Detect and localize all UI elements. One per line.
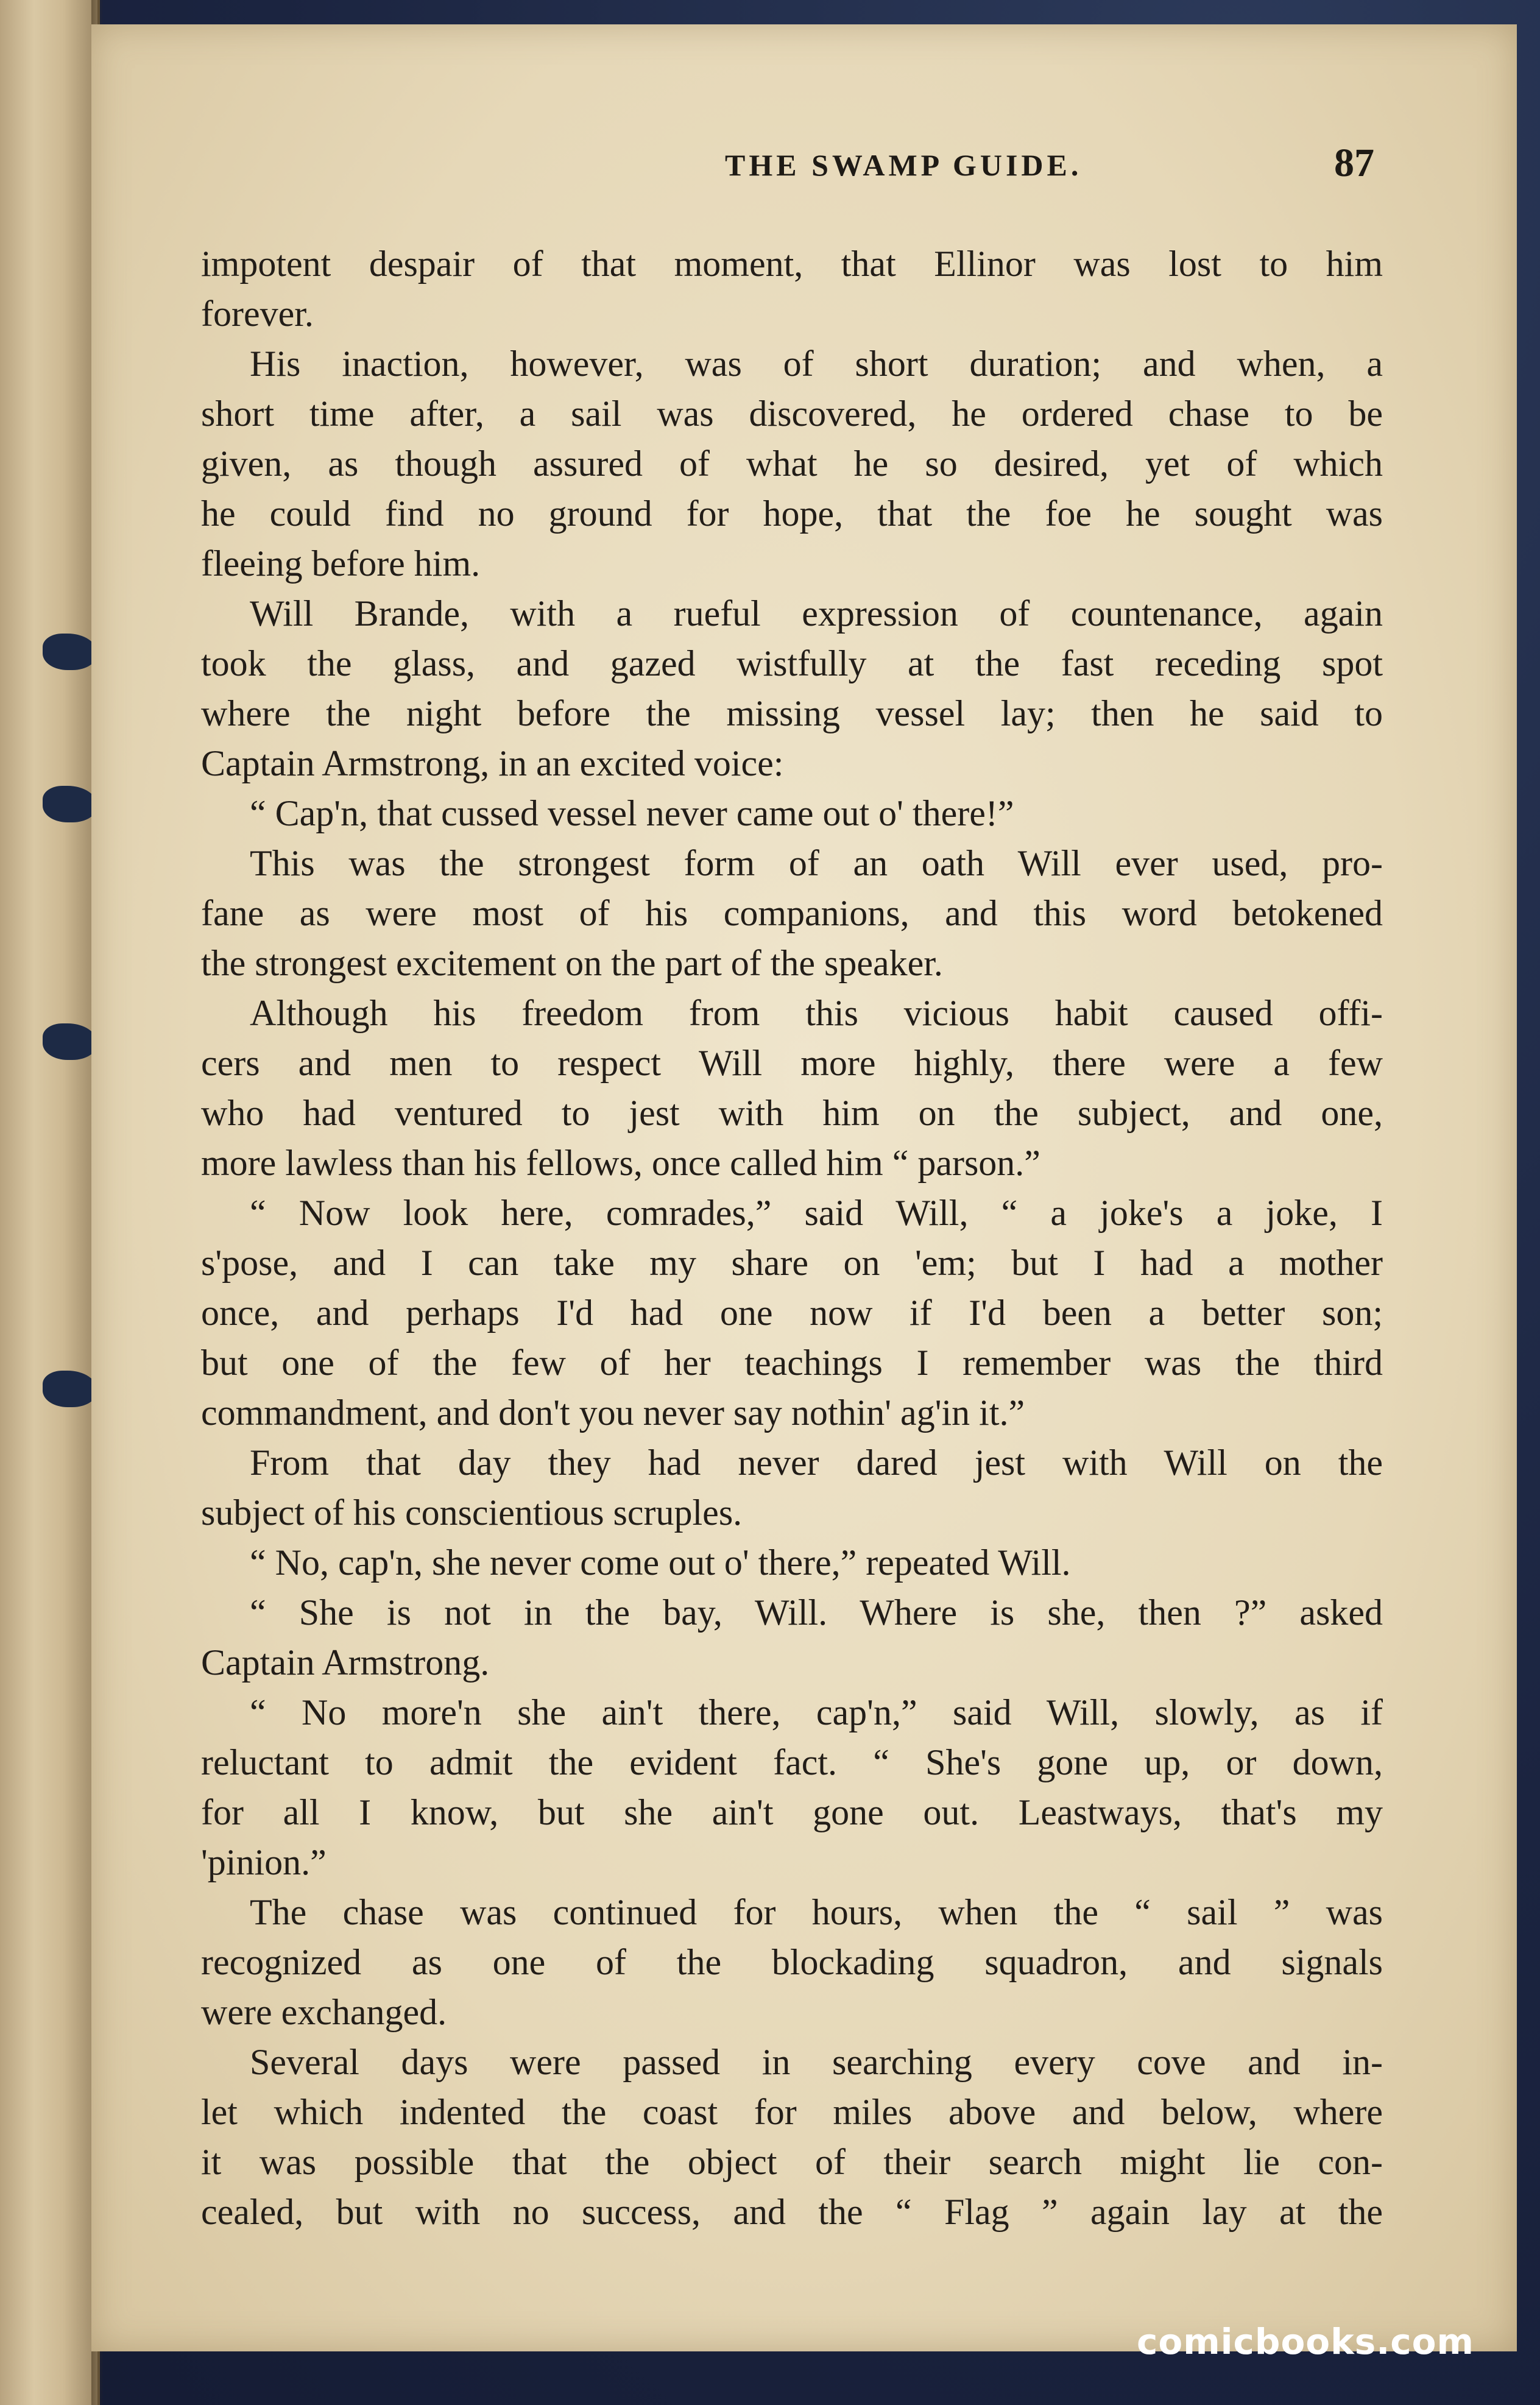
text-line: once, and perhaps I'd had one now if I'd been a better son; (201, 1293, 1383, 1333)
text-line: The chase was continued for hours, when the “ sail ” was (250, 1892, 1383, 1932)
page-number: 87 (1334, 141, 1374, 185)
text-line: 'pinion.” (201, 1842, 327, 1882)
page-header (91, 140, 1517, 189)
body-text (201, 239, 1383, 2237)
text-line: “ Now look here, comrades,” said Will, “ a joke's a joke, I (250, 1193, 1383, 1233)
text-line: for all I know, but she ain't gone out. Leastways, that's my (201, 1792, 1383, 1832)
book-page (91, 24, 1517, 2351)
text-line: more lawless than his fellows, once called him “ parson.” (201, 1143, 1040, 1183)
text-line: given, as though assured of what he so desired, yet of which (201, 443, 1383, 484)
text-line: commandment, and don't you never say nothin' ag'in it.” (201, 1393, 1025, 1433)
text-line: who had ventured to jest with him on the subject, and one, (201, 1093, 1383, 1133)
text-line: subject of his conscientious scruples. (201, 1492, 743, 1533)
text-line: short time after, a sail was discovered, he ordered chase to be (201, 394, 1383, 434)
text-line: Captain Armstrong, in an excited voice: (201, 743, 784, 783)
text-line: were exchanged. (201, 1992, 447, 2032)
text-line: “ No, cap'n, she never come out o' there,” repeated Will. (250, 1542, 1071, 1583)
text-line: fleeing before him. (201, 543, 481, 584)
text-line: recognized as one of the blockading squadron, and signals (201, 1942, 1383, 1982)
text-line: let which indented the coast for miles above and below, where (201, 2092, 1383, 2132)
text-line: the strongest excitement on the part of the speaker. (201, 943, 943, 983)
text-line: cealed, but with no success, and the “ Flag ” again lay at the (201, 2192, 1383, 2232)
text-line: s'pose, and I can take my share on 'em; but I had a mother (201, 1243, 1383, 1283)
text-line: cers and men to respect Will more highly, there were a few (201, 1043, 1383, 1083)
text-line: “ No more'n she ain't there, cap'n,” said Will, slowly, as if (250, 1692, 1383, 1732)
text-line: reluctant to admit the evident fact. “ She's gone up, or down, (201, 1742, 1383, 1782)
text-line: Captain Armstrong. (201, 1642, 490, 1683)
site-watermark: comicbooks.com (1137, 2321, 1474, 2362)
text-line: Although his freedom from this vicious habit caused offi- (250, 993, 1383, 1033)
text-line: fane as were most of his companions, and this word betokened (201, 893, 1383, 933)
text-line: From that day they had never dared jest with Will on the (250, 1443, 1383, 1483)
text-line: His inaction, however, was of short duration; and when, a (250, 344, 1383, 384)
text-line: “ She is not in the bay, Will. Where is she, then ?” asked (250, 1592, 1383, 1633)
book-spine-edge (0, 0, 100, 2405)
text-line: Will Brande, with a rueful expression of countenance, again (250, 593, 1383, 634)
text-line: This was the strongest form of an oath Will ever used, pro- (250, 843, 1383, 883)
text-line: Several days were passed in searching every cove and in- (250, 2042, 1383, 2082)
text-line: where the night before the missing vessel lay; then he said to (201, 693, 1383, 733)
running-head: THE SWAMP GUIDE. (725, 148, 1083, 182)
text-line: forever. (201, 294, 314, 334)
text-line: but one of the few of her teachings I remember was the third (201, 1343, 1383, 1383)
text-line: impotent despair of that moment, that Ellinor was lost to him (201, 244, 1383, 284)
text-line: it was possible that the object of their search might lie con- (201, 2142, 1383, 2182)
text-line: “ Cap'n, that cussed vessel never came out o' there!” (250, 793, 1014, 833)
text-line: he could find no ground for hope, that the foe he sought was (201, 493, 1383, 534)
text-line: took the glass, and gazed wistfully at the fast receding spot (201, 643, 1383, 683)
